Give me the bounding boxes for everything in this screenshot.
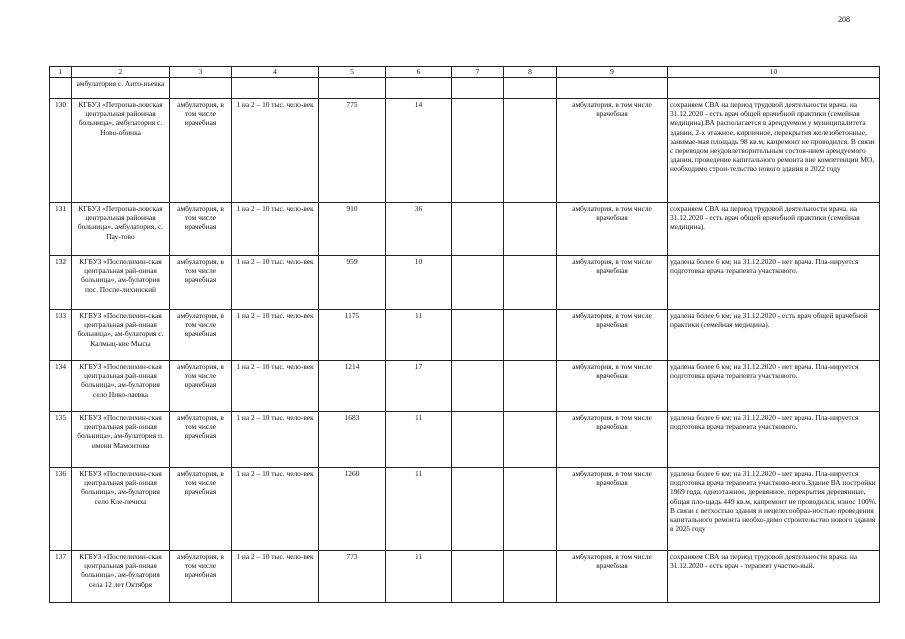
row-number: 137 [50, 551, 72, 603]
staffing-norm: 1 на 2 – 10 тыс. чело-век [232, 412, 319, 468]
table-row [50, 310, 880, 361]
column-7-value [452, 412, 504, 468]
table-row [50, 203, 880, 256]
comment: удалена более 6 км; на 31.12.2020 - нет врача. Пла-нируется подготовка врача терапевта участкового. [668, 412, 880, 468]
column-number: 1 [50, 67, 72, 78]
column-7-value [452, 203, 504, 256]
facility-type: амбулатория, в том числе врачебная [170, 468, 232, 551]
column-number: 3 [170, 67, 232, 78]
population: 1175 [319, 310, 386, 361]
planned-type: амбулатория, в том числе врачебная [557, 551, 668, 603]
facility-name: КГБУЗ «Поспелихин-ская центральная рай-онная больница», ам-булатория села 12 лет Октября [72, 551, 170, 603]
facility-type: амбулатория, в том числе врачебная [170, 551, 232, 603]
facility-name: КГБУЗ «Петропав-ловская центральная районная больница», амбулатория с. Ново-обинка [72, 99, 170, 203]
column-8-value [504, 203, 557, 256]
population: 910 [319, 203, 386, 256]
population: 773 [319, 551, 386, 603]
column-number: 5 [319, 67, 386, 78]
column-number-row [50, 67, 880, 78]
staffing-norm: 1 на 2 – 10 тыс. чело-век [232, 551, 319, 603]
population: 1214 [319, 361, 386, 412]
row-number: 130 [50, 99, 72, 203]
comment: сохраняем СВА на период трудовой деятельности врача. на 31.12.2020 - есть врач общей врачебной практики (семейная медицина).ВА располагается в арендуемом у муниципалитета здании, 2-х этажное, кирпичное, перекрытия железобетонные, занимае-мая площадь 98 кв.м, капремонт не проводился. В связи с переводом неудовлетворительным состоя-нием арендуемого здания, проведение капитального ремонта вне компетенции МО, необходимо строи-тельство нового здания в 2022 году [668, 99, 880, 203]
facilities-table [49, 66, 880, 603]
column-7-value [452, 310, 504, 361]
row-number: 133 [50, 310, 72, 361]
staffing-norm: 1 на 2 – 10 тыс. чело-век [232, 203, 319, 256]
column-8-value [504, 412, 557, 468]
facility-type: амбулатория, в том числе врачебная [170, 412, 232, 468]
staffing-norm: 1 на 2 – 10 тыс. чело-век [232, 361, 319, 412]
planned-type: амбулатория, в том числе врачебная [557, 256, 668, 310]
table-row [50, 551, 880, 603]
column-8-value [504, 468, 557, 551]
column-8-value [504, 551, 557, 603]
column-7-value [452, 468, 504, 551]
facility-type: амбулатория, в том числе врачебная [170, 310, 232, 361]
table-row [50, 99, 880, 203]
column-8-value [504, 361, 557, 412]
population: 1683 [319, 412, 386, 468]
planned-type: амбулатория, в том числе врачебная [557, 361, 668, 412]
comment: удалена более 6 км; на 31.12.2020 - нет врача. Пла-нируется подготовка врача терапевта участково-вого.Здание ВА постройки 1969 года, одноэтажное, деревянное, перекрытия деревянные, общая пло-щадь 449 кв.м, капремонт не проводился, износ 100%. В связи с ветхостью здания и нецелесообраз-ностью проведения капитального ремонта необхо-димо строительство нового здания в 2025 году [668, 468, 880, 551]
staffing-norm: 1 на 2 – 10 тыс. чело-век [232, 468, 319, 551]
column-7-value [452, 99, 504, 203]
facility-type: амбулатория, в том числе врачебная [170, 361, 232, 412]
column-number: 10 [668, 67, 880, 78]
staffing-norm: 1 на 2 – 10 тыс. чело-век [232, 99, 319, 203]
comment: удалена более 6 км; на 31.12.2020 - нет врача. Пла-нируется подготовка врача терапевта участкового. [668, 361, 880, 412]
column-8-value [504, 310, 557, 361]
comment: сохраняем СВА на период трудовой деятельности врача. на 31.12.2020 - есть врач - терапевт участко-вый. [668, 551, 880, 603]
distance: 11 [386, 551, 452, 603]
staffing-norm: 1 на 2 – 10 тыс. чело-век [232, 256, 319, 310]
column-7-value [452, 551, 504, 603]
distance: 10 [386, 256, 452, 310]
population: 775 [319, 99, 386, 203]
comment: сохраняем СВА на период трудовой деятельности врача. на 31.12.2020 - есть врач общей врачебной практики (семейная медицина). [668, 203, 880, 256]
row-number: 136 [50, 468, 72, 551]
column-number: 6 [386, 67, 452, 78]
column-7-value [452, 256, 504, 310]
staffing-norm: 1 на 2 – 10 тыс. чело-век [232, 310, 319, 361]
continuation-row [50, 78, 880, 99]
planned-type: амбулатория, в том числе врачебная [557, 468, 668, 551]
distance: 11 [386, 468, 452, 551]
table-row [50, 361, 880, 412]
page-number: 208 [838, 15, 850, 24]
table-row [50, 468, 880, 551]
facility-name: КГБУЗ «Поспелихин-ская центральная рай-онная больница», ам-булатория с. Калмыц-кие Мысы [72, 310, 170, 361]
facility-type: амбулатория, в том числе врачебная [170, 203, 232, 256]
row-number: 132 [50, 256, 72, 310]
facility-type: амбулатория, в том числе врачебная [170, 99, 232, 203]
column-number: 9 [557, 67, 668, 78]
distance: 14 [386, 99, 452, 203]
column-number: 8 [504, 67, 557, 78]
distance: 36 [386, 203, 452, 256]
facility-name: КГБУЗ «Петропав-ловская центральная районная больница», амбулатория, с. Пау-тово [72, 203, 170, 256]
planned-type: амбулатория, в том числе врачебная [557, 99, 668, 203]
comment: удалена более 6 км; на 31.12.2020 - есть врач общей врачебной практики (семейная медицина). [668, 310, 880, 361]
facility-name: КГБУЗ «Поспелихин-ская центральная рай-онная больница», ам-булатория село Нико-лаевка [72, 361, 170, 412]
column-7-value [452, 361, 504, 412]
facility-type: амбулатория, в том числе врачебная [170, 256, 232, 310]
facility-name: КГБУЗ «Поспелихин-ская центральная рай-онная больница», ам-булатория п. имени Мамонтова [72, 412, 170, 468]
row-number: 135 [50, 412, 72, 468]
column-8-value [504, 256, 557, 310]
column-number: 7 [452, 67, 504, 78]
distance: 17 [386, 361, 452, 412]
planned-type: амбулатория, в том числе врачебная [557, 412, 668, 468]
facility-name: КГБУЗ «Поспелихин-ская центральная рай-онная больница», ам-булатория село Кле-печиха [72, 468, 170, 551]
distance: 11 [386, 412, 452, 468]
population: 1260 [319, 468, 386, 551]
facility-name: КГБУЗ «Поспелихин-ская центральная рай-онная больница», ам-булатория пос. Поспе-лихинский [72, 256, 170, 310]
planned-type: амбулатория, в том числе врачебная [557, 203, 668, 256]
column-number: 4 [232, 67, 319, 78]
population: 959 [319, 256, 386, 310]
distance: 11 [386, 310, 452, 361]
table-row [50, 412, 880, 468]
row-number: 131 [50, 203, 72, 256]
table-row [50, 256, 880, 310]
comment: удалена более 6 км; на 31.12.2020 - нет врача. Пла-нируется подготовка врача терапевта участкового. [668, 256, 880, 310]
column-number: 2 [72, 67, 170, 78]
column-8-value [504, 99, 557, 203]
planned-type: амбулатория, в том числе врачебная [557, 310, 668, 361]
row-number: 134 [50, 361, 72, 412]
facility-name: амбулатория с. Анто-ньевка [72, 78, 170, 99]
